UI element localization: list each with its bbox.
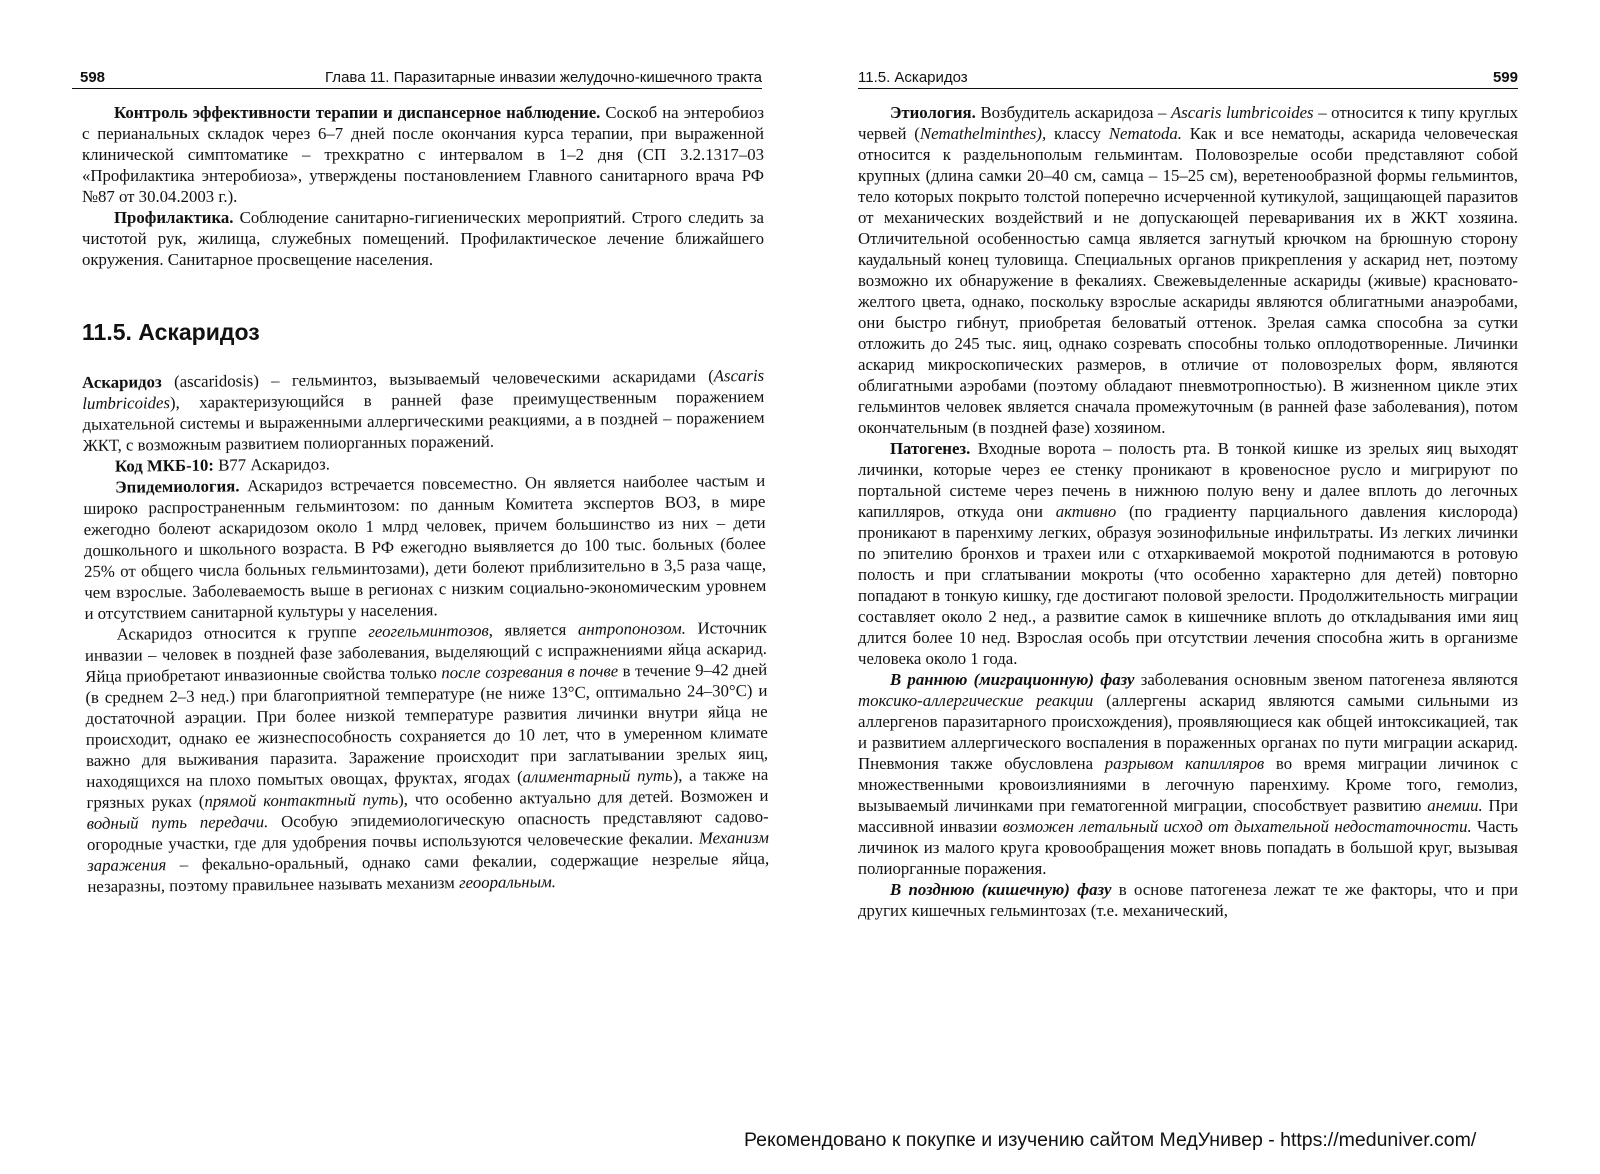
left-running-head: Глава 11. Паразитарные инвазии желудочно-кишечного тракта: [325, 69, 762, 86]
italic-term: активно: [1055, 502, 1117, 521]
latin-name: Nemathelminthes),: [919, 124, 1047, 143]
italic-term: разрывом капилляров: [1104, 754, 1265, 773]
paragraph-pathogenesis: [858, 438, 1518, 669]
right-running-head: 11.5. Аскаридоз: [858, 69, 968, 86]
paragraph-early-phase: [858, 669, 1518, 879]
paragraph-text: Аскаридоз встречается повсеместно. Он является наиболее частым и широко распространенным гельминтозом: по данным Комитета экспертов ВОЗ, в мире ежегодно болеют аскаридозом около 1 млрд человек, причем большинство из них – дети дошкольного и школьного возраста. В РФ ежегодно выявляется до 100 тыс. больных (более 25% от общего числа больных гельминтозами), дети болеют приблизительно в 3,5 раза чаще, чем взрослые. Заболеваемость выше в регионах с низким социально-экономическим уровнем и отсутствием санитарной культуры у населения.: [83, 470, 767, 623]
paragraph-heading: Код МКБ-10:: [114, 455, 215, 476]
paragraph-text: (аллергены аскарид являются самыми сильными из аллергенов паразитарного происхождения), проявляющиеся как общей интоксикацией, так и развитием аллергического воспаления в пораженных органах по пути миграции аскарид. Пневмония также обусловлена: [858, 691, 1518, 773]
paragraph-text: – фекально-оральный, однако сами фекалии, содержащие незрелые яйца, незаразны, поэтому правильнее называть механизм: [87, 848, 770, 896]
paragraph-text: Особую эпидемиологическую опасность представляют садово-огородные участки, где для удобрения почвы используются человеческие фекалии.: [86, 806, 769, 854]
left-page-body: [82, 102, 770, 897]
italic-term: геогельминтозов: [368, 620, 489, 642]
latin-name: Ascaris lumbricoides: [82, 365, 765, 413]
paragraph-text: (ascaridosis) – гельминтоз, вызываемый человеческими аскаридами (: [161, 366, 714, 392]
italic-term: геооральным.: [458, 872, 557, 893]
paragraph-heading: Профилактика.: [114, 208, 234, 227]
paragraph-text: в основе патогенеза лежат те же факторы, что и при других кишечных гельминтозах (т.е. механический,: [858, 880, 1518, 920]
paragraph-text: ), а также на грязных руках (: [86, 764, 769, 812]
paragraph-text: Входные ворота – полость рта. В тонкой кишке из зрелых яиц выходят личинки, которые через ее стенку проникают в кровеносное русло и мигрируют по портальной системе через печень в нижнюю полую вену и далее вплоть до легочных капилляров, откуда они: [858, 439, 1518, 521]
left-page-number: 598: [80, 69, 106, 86]
italic-term: алиментарный путь: [522, 765, 673, 787]
paragraph-prophylaxis: [82, 207, 764, 270]
paragraph-text: Источник инвазии – человек в поздней фазе заболевания, выделяющий с испражнениями яйца аскарид. Яйца приобретают инвазионные свойства только: [84, 617, 768, 686]
latin-name: Nematoda.: [1108, 124, 1182, 143]
paragraph-text: классу: [1046, 124, 1109, 143]
section-title: 11.5. Аскаридоз: [82, 319, 260, 345]
italic-term: антропонозом.: [577, 618, 686, 639]
right-page-number: 599: [1492, 69, 1518, 86]
term: Аскаридоз: [82, 372, 162, 392]
right-page-body: [858, 102, 1518, 921]
italic-term: возможен летальный исход от дыхательной недостаточности.: [1002, 817, 1472, 836]
paragraph-therapy-control: [82, 102, 764, 207]
paragraph-text: , является: [488, 619, 579, 640]
italic-term: анемии.: [1427, 796, 1483, 815]
italic-term: прямой контактный путь: [204, 789, 399, 811]
paragraph-text: – относится к типу круглых червей (: [858, 103, 1519, 143]
ascariasis-text-block: [82, 365, 769, 897]
paragraph-text: Как и все нематоды, аскарида человеческая относится к раздельнополым гельминтам. Половозрелые особи представляют собой крупных (длина самки 20–40 см, самца – 15–25 см), веретенообразной формы гельминтов, тело которых покрыто толстой поперечно исчерченной кутикулой, защищающей паразитов от механических воздействий и не допускающей переваривания их в ЖКТ хозяина. Отличительной особенностью самца является загнутый крючком на брюшную сторону каудальный конец туловища. Специальных органов прикрепления у аскарид нет, поэтому возможно их обнаружение в фекалиях. Свежевыделенные аскариды (живые) красновато-желтого цвета, однако, поскольку взрослые аскариды являются облигатными анаэробами, они быстро гибнут, приобретая беловатый оттенок. Зрелая самка способна за сутки отложить до 245 тыс. яиц, однако созревать способны только оплодотворенные. Личинки аскарид микроскопических размеров, в отличие от половозрелых форм, являются облигатными аэробами (поэтому обладают пневмотропностью). В жизненном цикле этих гельминтов человек является сначала промежуточным (в ранней фазе заболевания), потом окончательным (в поздней фазе) хозяином.: [858, 124, 1519, 437]
paragraph-text: При массивной инвазии: [858, 796, 1519, 836]
italic-term: после созревания в почве: [441, 661, 619, 683]
paragraph-heading: Эпидемиология.: [115, 476, 240, 497]
paragraph-text: во время миграции личинок с множественными кровоизлияниями в легочную паренхиму. Кроме того, гемолиз, вызываемый личинками при гематогенной миграции, способствует развитию: [858, 754, 1518, 815]
italic-term: Механизм заражения: [87, 827, 770, 875]
left-page-header: [72, 66, 762, 89]
paragraph-text: Часть личинок из малого круга кровообращения может вновь попадать в большой круг, вызывая полиорганные поражения.: [858, 817, 1518, 878]
footer-recommendation: Рекомендовано к покупке и изучению сайтом МедУнивер - https://meduniver.com/: [744, 1129, 1477, 1151]
paragraph-late-phase: [858, 879, 1518, 921]
paragraph-text: в течение 9–42 дней (в среднем 2–3 нед.) при благоприятной температуре (не ниже 13°С, оптимально 24–30°С) и достаточной аэрации. При более низкой температуре развития личинки внутри яйца не происходит, однако ее жизнеспособность сохраняется до 10 лет, что в умеренном климате важно для выживания паразита. Заражение происходит при заглатывании зрелых яиц, находящихся на плохо помытых овощах, фруктах, ягодах (: [85, 659, 769, 791]
paragraph-text: (по градиенту парциального давления кислорода) проникают в паренхиму легких, образуя эозинофильные инфильтраты. Из легких личинки по эпителию бронхов и трахеи или с отхаркиваемой мокротой поднимаются в ротовую полость и при сглатывании мокроты (что особенно характерно для детей) повторно попадают в тонкую кишку, где достигают половой зрелости. Продолжительность миграции составляет около 2 нед., а развитие самок в кишечнике вплоть до откладывания ими яиц длится более 10 нед. Взрослая особь при отсутствии лечения способна жить в организме человека около 1 года.: [858, 502, 1518, 668]
paragraph-heading: Контроль эффективности терапии и диспансерное наблюдение.: [114, 103, 601, 122]
paragraph-text: Аскаридоз относится к группе: [116, 622, 369, 644]
italic-term: водный путь передачи.: [86, 812, 269, 833]
paragraph-text: Соскоб на энтеробиоз с перианальных складок через 6–7 дней после окончания курса терапии, при выраженной клинической симптоматике – трехкратно с интервалом в 1–2 дня (СП 3.2.1317–03 «Профилактика энтеробиоза», утверждены постановлением Главного санитарного врача РФ №87 от 30.04.2003 г.).: [82, 103, 764, 206]
paragraph-definition: [82, 365, 765, 456]
latin-name: Ascaris lumbricoides: [1171, 103, 1314, 122]
paragraph-transmission: [85, 617, 770, 897]
paragraph-text: ), что особенно актуально для детей. Возможен и: [398, 785, 769, 809]
bold-italic-term: В позднюю (кишечную) фазу: [890, 880, 1112, 899]
paragraph-heading: Патогенез.: [890, 439, 971, 458]
italic-term: токсико-аллергические реакции: [858, 691, 1094, 710]
paragraph-text: ), характеризующийся в ранней фазе преимущественным поражением дыхательной системы и выраженными аллергическими реакциями, а в поздней – поражением ЖКТ, с возможным развитием полиорганных поражений.: [82, 386, 765, 455]
paragraph-text: заболевания основным звеном патогенеза являются: [1134, 670, 1518, 689]
paragraph-text: B77 Аскаридоз.: [213, 454, 331, 475]
bold-italic-term: В раннюю (миграционную) фазу: [890, 670, 1135, 689]
paragraph-heading: Этиология.: [890, 103, 976, 122]
paragraph-etiology: [858, 102, 1518, 438]
paragraph-epidemiology: [83, 470, 767, 624]
paragraph-text: Возбудитель аскаридоза –: [975, 103, 1172, 122]
right-page-header: [858, 66, 1518, 89]
paragraph-text: Соблюдение санитарно-гигиенических мероприятий. Строго следить за чистотой рук, жилища, служебных помещений. Профилактическое лечение ближайшего окружения. Санитарное просвещение населения.: [82, 208, 764, 269]
